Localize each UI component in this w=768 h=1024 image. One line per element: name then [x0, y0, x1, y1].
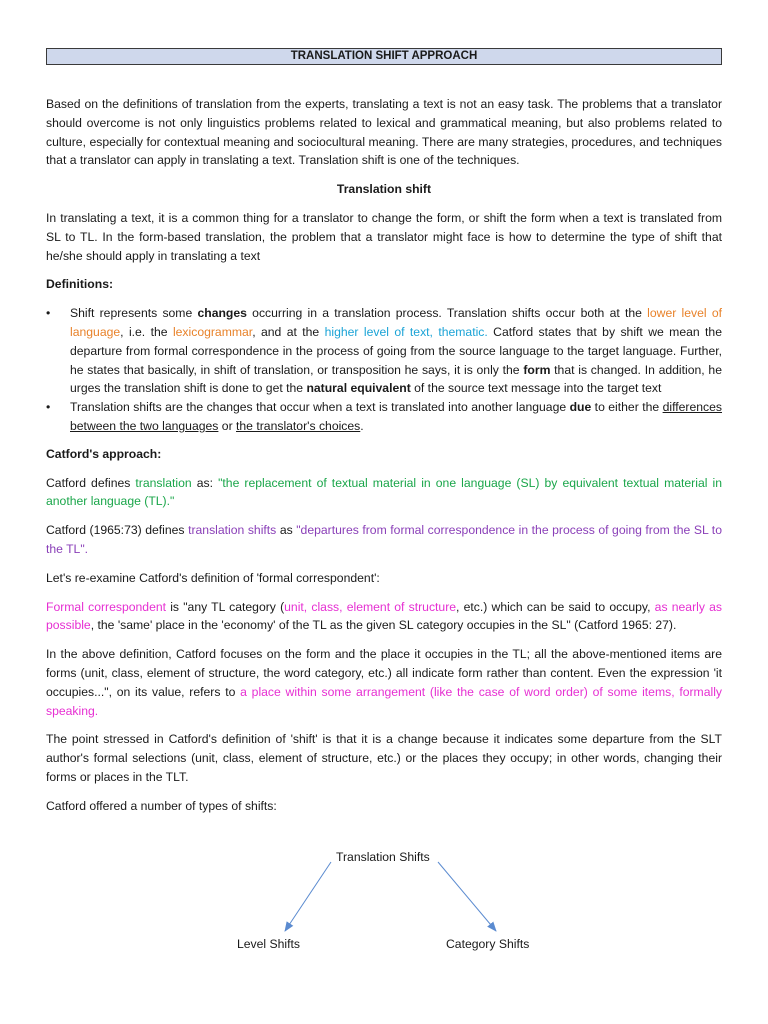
catford-heading: Catford's approach:: [46, 446, 162, 461]
formal-correspondent-paragraph: Formal correspondent is "any TL category (unit, class, element of structure, etc.) which can be said to occupy, as nearly as possible, the 'same' place in the 'economy' of the TL as the given SL category occupies in the SL" (Catford 1965: 27).: [46, 599, 722, 633]
diagram-root-node: Translation Shifts: [336, 850, 430, 864]
point-stressed-paragraph: The point stressed in Catford's definition of 'shift' is that it is a change because it indicates some departure from the SLT author's formal selections (unit, class, element of structure, etc.) or the places they occupy; in other words, changing their forms or places in the TLT.: [46, 732, 722, 784]
document-title: TRANSLATION SHIFT APPROACH: [46, 48, 722, 65]
highlight-higher-level: higher level of text, thematic.: [324, 324, 488, 339]
diagram-right-node: Category Shifts: [446, 937, 530, 951]
catford-defines-translation: Catford defines translation as: "the replacement of textual material in one language (SL) by equivalent textual material in another language (TL).": [46, 475, 722, 509]
shift-definition-quote: "departures from formal correspondence in the process of going from the SL to the TL".: [46, 523, 722, 556]
above-definition-paragraph: In the above definition, Catford focuses on the form and the place it occupies in the TL; all the above-mentioned items are forms (unit, class, element of structure, the word category, etc.) all indicate form rather than content. Even the expression 'it occupies...", on its value, refers to a place within some arrangement (like the case of word order) of some items, formally speaking.: [46, 647, 723, 718]
document-page: [46, 48, 722, 816]
definitions-heading: Definitions:: [46, 277, 114, 292]
highlight-lower-level: lower level of language: [70, 306, 722, 339]
highlight-lexicogrammar: lexicogrammar: [172, 324, 253, 339]
types-of-shifts-paragraph: Catford offered a number of types of shifts:: [46, 798, 277, 813]
definition-item-2: • Translation shifts are the changes that occur when a text is translated into another language due to either the differences between the two languages or the translator's choices.: [46, 400, 722, 433]
arrow-to-category-shifts: [438, 862, 496, 931]
section-paragraph: In translating a text, it is a common thing for a translator to change the form, or shift the form when a text is translated from SL to TL. In the form-based translation, the problem that a translator might face is how to determine the type of shift that he/she should apply in translating a text: [46, 210, 722, 263]
definition-item-1: • Shift represents some changes occurring in a translation process. Translation shifts occur both at the lower level of language, i.e. the lexicogrammar, and at the higher level of text, thematic. Catford states that by shift we mean the departure from formal correspondence in the process of going from the source language to the target language. Further, he states that basically, in shift of translation, or transposition he says, it is only the form that is changed. In addition, he urges the translation shift is done to get the natural equivalent of the source text message into the target text: [46, 306, 722, 396]
diagram-left-node: Level Shifts: [237, 937, 301, 951]
bullet-icon: •: [46, 400, 51, 415]
section-heading: Translation shift: [336, 182, 432, 197]
intro-paragraph: Based on the definitions of translation from the experts, translating a text is not an easy task. The problems that a translator should overcome is not only linguistics problems related to lexical and grammatical meaning, but also problems related to culture, especially for contextual meaning and sociocultural meaning. There are many strategies, procedures, and techniques that a translator can apply in translating a text. Translation shift is one of the techniques.: [46, 97, 722, 168]
definitions-list: [46, 304, 722, 436]
reexamine-paragraph: Let's re-examine Catford's definition of 'formal correspondent':: [46, 570, 380, 585]
catford-defines-shifts: Catford (1965:73) defines translation shifts as "departures from formal correspondence in the process of going from the SL to the TL".: [46, 523, 722, 556]
bullet-icon: •: [46, 306, 51, 321]
arrow-to-level-shifts: [285, 862, 331, 931]
translation-definition-quote: "the replacement of textual material in one language (SL) by equivalent textual material in another language (TL).": [46, 475, 722, 509]
